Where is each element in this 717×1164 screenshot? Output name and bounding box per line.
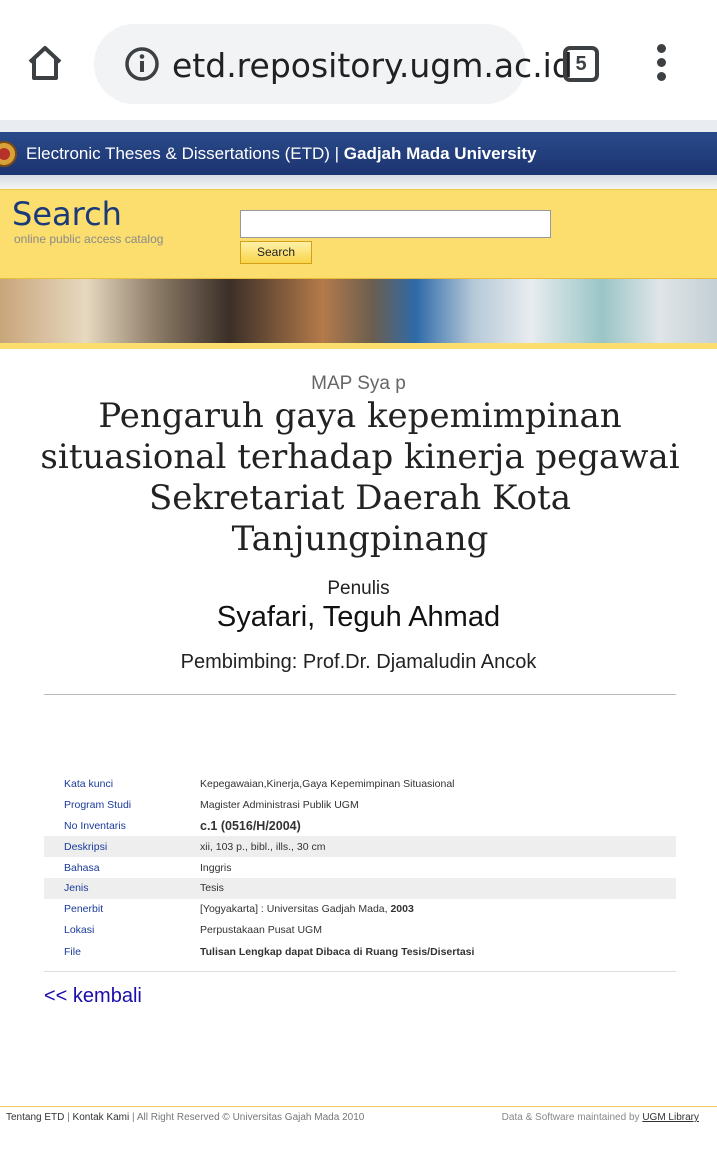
footer-maintained-text: Data & Software maintained by <box>501 1112 643 1123</box>
search-subheading: online public access catalog <box>14 232 164 246</box>
metadata-key: Penerbit <box>64 903 104 916</box>
metadata-key: Bahasa <box>64 861 100 874</box>
url-text[interactable]: etd.repository.ugm.ac.id <box>172 46 573 85</box>
tab-switcher-button[interactable]: 5 <box>563 46 599 82</box>
footer-about-link[interactable]: Tentang ETD <box>6 1112 65 1123</box>
metadata-value: Tesis <box>200 878 676 899</box>
metadata-key: Jenis <box>44 878 200 899</box>
table-row <box>44 878 676 899</box>
search-input[interactable] <box>240 210 551 238</box>
metadata-value <box>200 899 676 920</box>
table-row <box>44 940 676 964</box>
metadata-value: Kepegawaian,Kinerja,Gaya Kepemimpinan Situasional <box>200 778 455 791</box>
author-name: Syafari, Teguh Ahmad <box>216 601 501 633</box>
metadata-key: Kata kunci <box>64 778 114 791</box>
metadata-table <box>44 774 676 964</box>
browser-toolbar <box>0 0 717 120</box>
advisor: Pembimbing: Prof.Dr. Djamaludin Ancok <box>180 651 537 673</box>
metadata-value: Tulisan Lengkap dapat Dibaca di Ruang Tesis/Disertasi <box>200 946 475 959</box>
publisher-year: 2003 <box>390 903 414 916</box>
thesis-title: Pengaruh gaya kepemimpinan situasional terhadap kinerja pegawai Sekretariat Daerah Kota Tanjungpinang <box>40 396 680 559</box>
metadata-key: Program Studi <box>64 799 132 812</box>
table-row <box>44 836 676 857</box>
home-icon[interactable] <box>22 40 68 86</box>
table-row <box>44 920 676 941</box>
footer-left <box>6 1112 364 1123</box>
header-banner-image <box>0 279 717 343</box>
footer-library-link[interactable]: UGM Library <box>642 1112 699 1123</box>
table-row <box>44 857 676 878</box>
publisher-text: [Yogyakarta] : Universitas Gadjah Mada, <box>200 903 391 916</box>
footer-rights: | All Right Reserved © Universitas Gajah Mada 2010 <box>129 1112 365 1123</box>
metadata-value: Perpustakaan Pusat UGM <box>200 923 322 936</box>
table-row <box>44 899 676 920</box>
metadata-value: xii, 103 p., bibl., ills., 30 cm <box>200 836 676 857</box>
metadata-value: Inggris <box>200 861 232 874</box>
page-top-strip <box>0 120 717 132</box>
metadata-key: File <box>64 946 81 959</box>
header-shadow <box>0 175 717 189</box>
search-button[interactable]: Search <box>240 241 312 264</box>
footer-divider <box>0 1106 717 1107</box>
author-label: Penulis <box>327 578 390 599</box>
info-icon[interactable] <box>124 46 160 82</box>
metadata-key: No Inventaris <box>64 819 126 832</box>
metadata-value: c.1 (0516/H/2004) <box>200 818 301 833</box>
metadata-key: Deskripsi <box>44 836 200 857</box>
footer-contact-link[interactable]: Kontak Kami <box>72 1112 130 1123</box>
footer-right <box>502 1112 699 1123</box>
table-row <box>44 774 676 795</box>
more-menu-icon[interactable] <box>652 44 670 86</box>
site-title-text: Electronic Theses & Dissertations (ETD) | <box>26 144 344 163</box>
call-number: MAP Sya p <box>311 373 406 394</box>
university-seal-icon <box>0 140 18 168</box>
university-name: Gadjah Mada University <box>343 144 537 163</box>
back-link[interactable]: << kembali <box>44 985 142 1007</box>
table-row <box>44 795 676 816</box>
banner-edge <box>0 343 717 349</box>
metadata-value: Magister Administrasi Publik UGM <box>200 799 359 812</box>
metadata-key: Lokasi <box>64 923 95 936</box>
footer-separator: | <box>64 1112 73 1123</box>
table-row <box>44 816 676 837</box>
table-bottom-border <box>44 971 676 972</box>
site-title <box>26 132 537 175</box>
search-heading: Search <box>12 195 122 233</box>
divider <box>44 694 676 695</box>
